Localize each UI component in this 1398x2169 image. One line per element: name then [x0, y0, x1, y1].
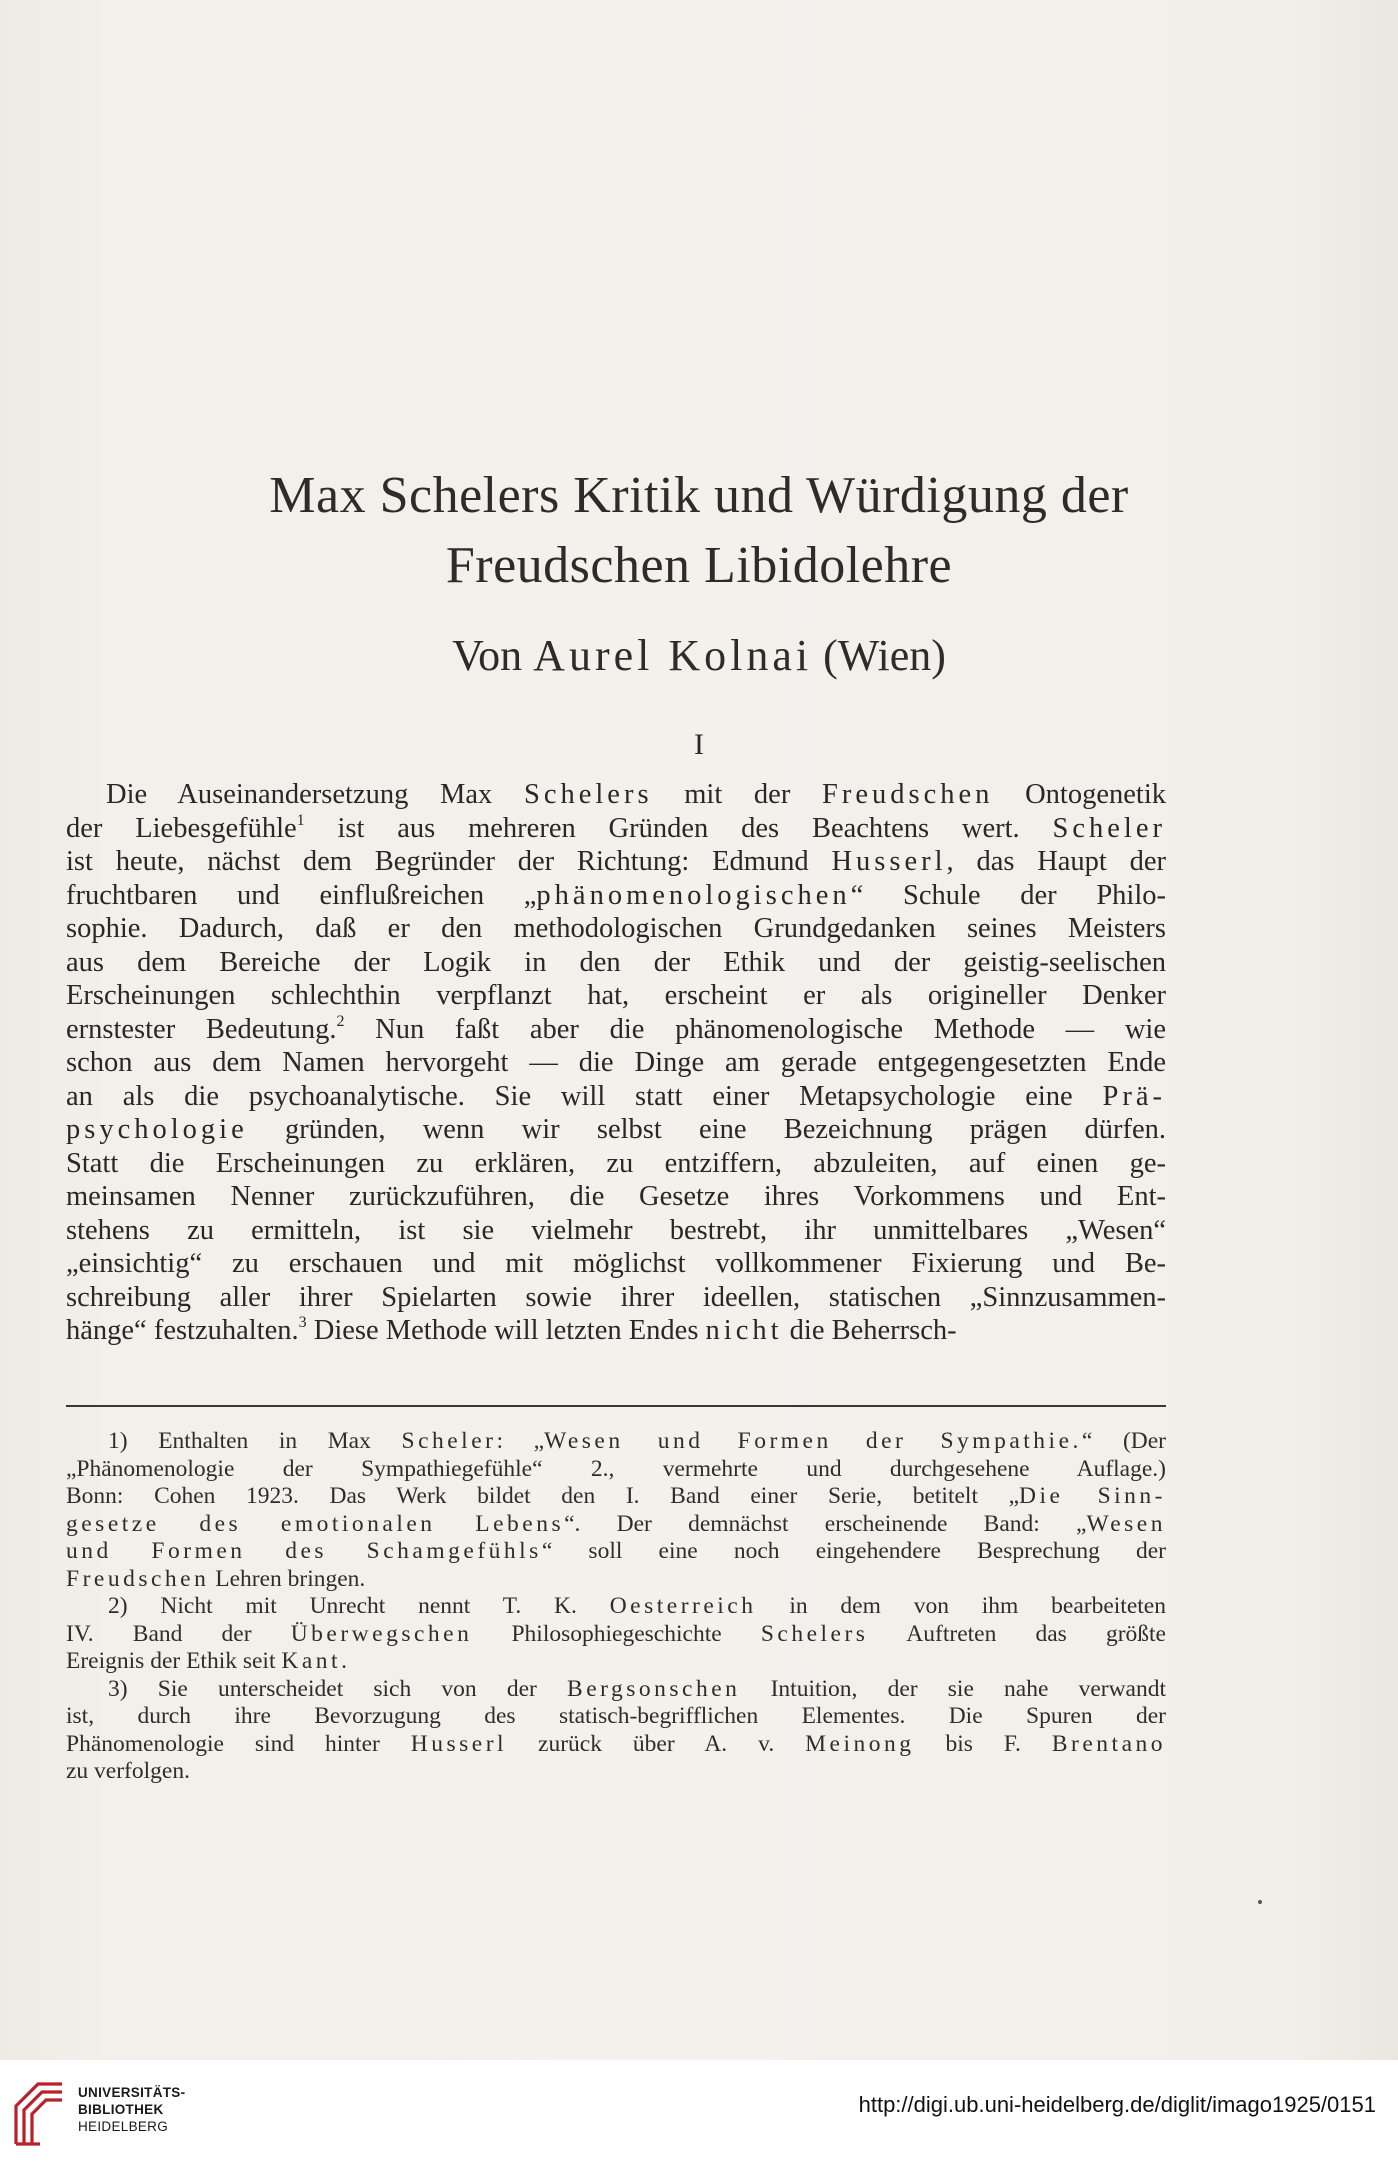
text-run: zu verfolgen.	[66, 1758, 190, 1784]
text-run: meinsamen Nenner zurückzuführen, die Gesetze ihres Vorkommens und Ent-	[66, 1181, 1166, 1212]
library-name-line-3: HEIDELBERG	[78, 2119, 169, 2134]
footnote-marker: 3	[298, 1314, 307, 1331]
footnote-line	[66, 1483, 1166, 1511]
footnote-line	[66, 1566, 1166, 1594]
body-text	[66, 778, 1166, 1348]
source-url-link[interactable]: http://digi.ub.uni-heidelberg.de/diglit/imago1925/0151	[858, 2092, 1376, 2117]
text-run: fruchtbaren und einflußreichen „	[66, 879, 537, 911]
spaced-name: phänomenologischen	[536, 879, 851, 911]
body-line	[66, 946, 1166, 980]
library-name	[78, 2084, 185, 2135]
text-run: ist aus mehreren Gründen des Beachtens wert.	[304, 812, 1053, 844]
text-run: Die Auseinandersetzung Max	[106, 779, 524, 810]
footnote-line	[66, 1428, 1166, 1456]
text-run: , das Haupt der	[946, 846, 1167, 877]
spaced-name: und Formen des Schamgefühls	[66, 1538, 542, 1564]
text-run: 1) Enthalten in Max	[108, 1428, 402, 1454]
text-run: aus dem Bereiche der Logik in den der Ethik und der geistig-seelischen	[66, 946, 1166, 978]
body-line	[66, 1281, 1166, 1315]
text-run: : „	[496, 1428, 545, 1454]
text-run: ernstester Bedeutung.	[66, 1013, 337, 1045]
text-run: Bonn: Cohen 1923. Das Werk bildet den I. Band einer Serie, betitelt „	[66, 1483, 1020, 1509]
spaced-name: Die Sinn-	[1019, 1483, 1166, 1509]
author-line	[0, 630, 1398, 681]
footnote-line	[66, 1456, 1166, 1484]
section-number: I	[694, 728, 704, 761]
footnotes	[66, 1428, 1166, 1786]
text-run: „Phänomenologie der Sympathiegefühle“ 2., vermehrte und durchgesehene Auflage.)	[66, 1455, 1166, 1482]
text-run: schon aus dem Namen hervorgeht — die Dinge am gerade entgegengesetzten Ende	[66, 1047, 1166, 1078]
text-run: der Liebesgefühle	[66, 812, 297, 844]
spaced-name: Meinong	[805, 1730, 915, 1757]
text-run: gründen, wenn wir selbst eine Bezeichnung prägen dürfen.	[247, 1114, 1166, 1145]
spaced-name: Husserl	[410, 1730, 508, 1757]
footnote-line	[66, 1538, 1166, 1566]
text-run: Lehren bringen.	[209, 1565, 366, 1592]
body-line	[66, 1147, 1166, 1181]
footnote-line	[66, 1731, 1166, 1759]
spaced-name: Schelers	[760, 1620, 869, 1647]
footnote-line	[66, 1758, 1166, 1786]
body-line	[66, 1046, 1166, 1080]
spaced-name: Schelers	[523, 779, 653, 810]
spaced-name: Wesen	[1086, 1510, 1166, 1537]
library-name-line-1: UNIVERSITÄTS-	[78, 2085, 186, 2100]
text-run: 3) Sie unterscheidet sich von der	[108, 1675, 568, 1702]
spaced-name: Überwegschen	[290, 1620, 473, 1647]
text-run: “ Schule der Philo-	[850, 879, 1166, 911]
body-line	[66, 1180, 1166, 1214]
scan-speck	[1258, 1900, 1262, 1904]
spaced-name: nicht	[705, 1315, 783, 1346]
text-run: 2) Nicht mit Unrecht nennt T. K.	[108, 1593, 610, 1619]
body-line	[66, 1247, 1166, 1281]
body-line	[66, 812, 1166, 846]
library-name-line-2: BIBLIOTHEK	[78, 2102, 164, 2117]
text-run: Auftreten das größte	[868, 1620, 1166, 1647]
body-line	[66, 1013, 1166, 1047]
text-run: Diese Methode will letzten Endes	[306, 1315, 706, 1346]
footnote-line	[66, 1593, 1166, 1621]
spaced-name: Freudschen	[66, 1565, 210, 1592]
spaced-name: Bergsonschen	[567, 1675, 741, 1702]
text-run: in dem von ihm bearbeiteten	[756, 1593, 1166, 1619]
spaced-name: Scheler	[1052, 812, 1166, 844]
body-line	[66, 879, 1166, 913]
spaced-name: Wesen und Formen der Sympathie.	[544, 1428, 1082, 1454]
footnote-line	[66, 1703, 1166, 1731]
footnote-divider	[66, 1405, 1166, 1407]
text-run: Erscheinungen schlechthin verpflanzt hat, erscheint er als origineller Denker	[66, 980, 1166, 1011]
library-logo-icon	[10, 2078, 68, 2148]
text-run: hänge“ festzuhalten.	[66, 1315, 299, 1346]
spaced-name: Scheler	[401, 1428, 497, 1454]
text-run: .	[341, 1648, 347, 1674]
spaced-name: Husserl	[831, 846, 947, 877]
footnote-marker: 1	[296, 811, 305, 829]
body-line	[66, 1214, 1166, 1248]
footnote-line	[66, 1676, 1166, 1704]
text-run: Phänomenologie sind hinter	[66, 1730, 411, 1757]
body-line	[66, 1080, 1166, 1114]
spaced-name: gesetze des emotionalen Lebens	[66, 1510, 565, 1537]
body-line	[66, 979, 1166, 1013]
footnote-line	[66, 1621, 1166, 1649]
text-run: “ (Der	[1081, 1428, 1167, 1454]
author-name: Aurel Kolnai	[533, 631, 813, 680]
text-run: sophie. Dadurch, daß er den methodologischen Grundgedanken seines Meisters	[66, 913, 1166, 944]
text-run: „einsichtig“ zu erschauen und mit möglichst vollkommener Fixierung und Be-	[66, 1248, 1166, 1279]
footnote-marker: 2	[336, 1012, 345, 1030]
spaced-name: Kant	[281, 1648, 342, 1674]
author-von: Von	[452, 631, 523, 680]
text-run: an als die psychoanalytische. Sie will statt einer Metapsychologie eine	[66, 1080, 1103, 1112]
body-line	[66, 778, 1166, 812]
text-run: ist, durch ihre Bevorzugung des statisch-begrifflichen Elementes. Die Spuren der	[66, 1703, 1166, 1729]
text-run: “. Der demnächst erscheinende Band: „	[564, 1510, 1087, 1537]
body-line	[66, 845, 1166, 879]
text-run: Statt die Erscheinungen zu erklären, zu entziffern, abzuleiten, auf einen ge-	[66, 1147, 1166, 1179]
text-run: “ soll eine noch eingehendere Besprechung der	[541, 1538, 1166, 1564]
text-run: zurück über A. v.	[507, 1730, 806, 1757]
footnote-line	[66, 1511, 1166, 1539]
text-run: ist heute, nächst dem Begründer der Richtung: Edmund	[66, 846, 832, 877]
text-run: schreibung aller ihrer Spielarten sowie ihrer ideellen, statischen „Sinnzusammen-	[66, 1281, 1166, 1313]
text-run: IV. Band der	[66, 1620, 291, 1647]
article-title-line-1: Max Schelers Kritik und Würdigung der	[269, 467, 1129, 524]
spaced-name: Prä-	[1102, 1080, 1166, 1112]
text-run: Ontogenetik	[993, 779, 1166, 810]
article-title-line-2: Freudschen Libidolehre	[445, 537, 953, 594]
body-line	[66, 1314, 1166, 1348]
text-run: die Beherrsch-	[782, 1315, 957, 1346]
text-run: Ereignis der Ethik seit	[66, 1648, 282, 1674]
text-run: Nun faßt aber die phänomenologische Methode — wie	[344, 1013, 1166, 1045]
text-run: mit der	[652, 779, 823, 810]
footnote-line	[66, 1648, 1166, 1676]
author-city: (Wien)	[823, 631, 946, 680]
text-run: Philosophiegeschichte	[472, 1620, 761, 1647]
spaced-name: psychologie	[66, 1114, 248, 1145]
spaced-name: Brentano	[1051, 1730, 1166, 1757]
spaced-name: Freudschen	[822, 779, 994, 810]
body-line	[66, 1113, 1166, 1147]
spaced-name: Oesterreich	[609, 1593, 757, 1619]
body-line	[66, 912, 1166, 946]
text-run: Intuition, der sie nahe verwandt	[740, 1675, 1167, 1702]
text-run: bis F.	[914, 1730, 1052, 1757]
text-run: stehens zu ermitteln, ist sie vielmehr bestrebt, ihr unmittelbares „Wesen“	[66, 1214, 1166, 1246]
